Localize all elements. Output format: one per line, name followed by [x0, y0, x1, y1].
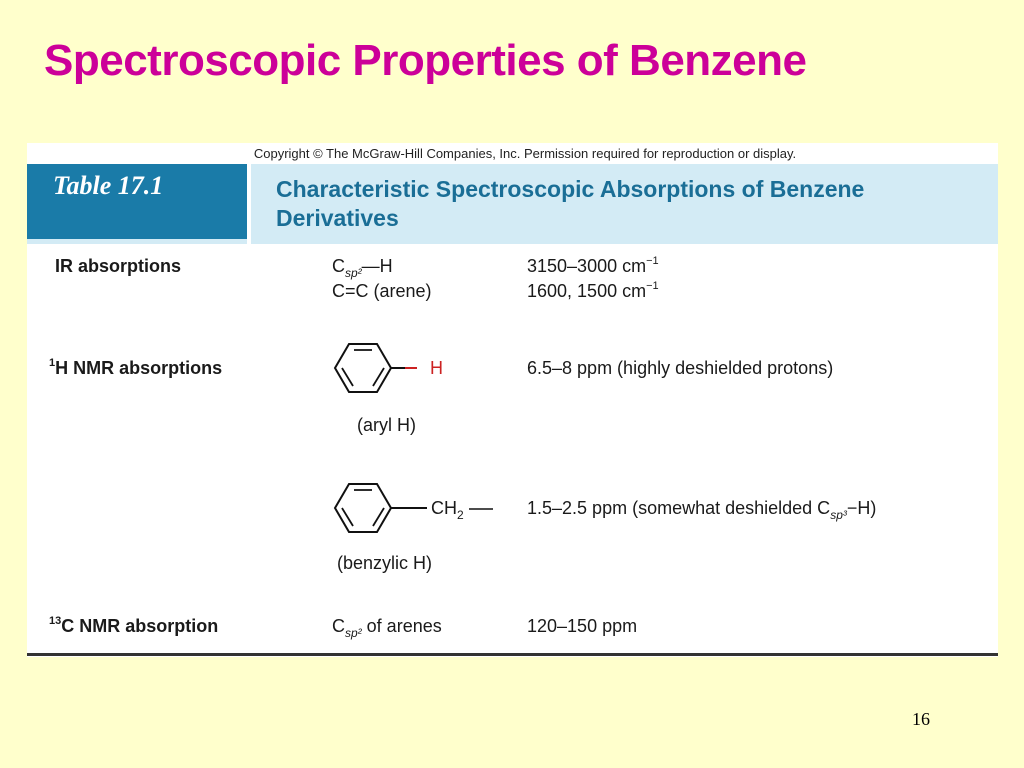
cnmr-row-label: $^{13}$C NMR absorption	[49, 615, 219, 636]
ir-value-2: 1600, 1500 $cm^{-1}$	[527, 280, 659, 301]
table-figure	[27, 143, 998, 657]
ir-row-label: IR absorptions	[55, 256, 182, 276]
hnmr-row-label: $^1$H NMR absorptions	[49, 357, 223, 378]
aryl-caption: (aryl H)	[357, 415, 416, 435]
benzylic-value: 1.5–2.5 ppm (somewhat deshielded $C_{sp^3}-H$)	[527, 498, 877, 522]
ir-value-1: 3150–3000 $cm^{-1}$	[527, 255, 659, 276]
table-label: Table 17.1	[53, 171, 164, 200]
aryl-value: 6.5–8 ppm (highly deshielded protons)	[527, 358, 834, 378]
slide-title: Spectroscopic Properties of Benzene	[44, 36, 807, 85]
ir-bond-csp2-h: $C_{sp^2}—H$	[332, 256, 393, 280]
table-bottom-rule	[27, 653, 998, 656]
copyright-notice: Copyright © The McGraw-Hill Companies, Inc. Permission required for reproduction or display.	[253, 146, 797, 161]
page-number: 16	[912, 709, 930, 729]
benzylic-benzene-structure	[327, 475, 427, 541]
benzylic-caption: (benzylic H)	[337, 553, 433, 573]
ir-bond-cc-arene: C=C (arene)	[332, 281, 432, 301]
table-title: Characteristic Spectroscopic Absorptions of Benzene Derivatives	[276, 176, 865, 231]
aryl-benzene-structure	[327, 335, 417, 401]
benzylic-ch2-label: $CH_2$	[431, 498, 464, 522]
cnmr-species: $C_{sp^2}$ of arenes	[332, 616, 442, 640]
benzylic-bond-line	[467, 498, 495, 520]
header-divider	[247, 164, 251, 244]
aryl-hydrogen-label: H	[430, 358, 443, 378]
cnmr-value: 120–150 ppm	[527, 616, 638, 636]
